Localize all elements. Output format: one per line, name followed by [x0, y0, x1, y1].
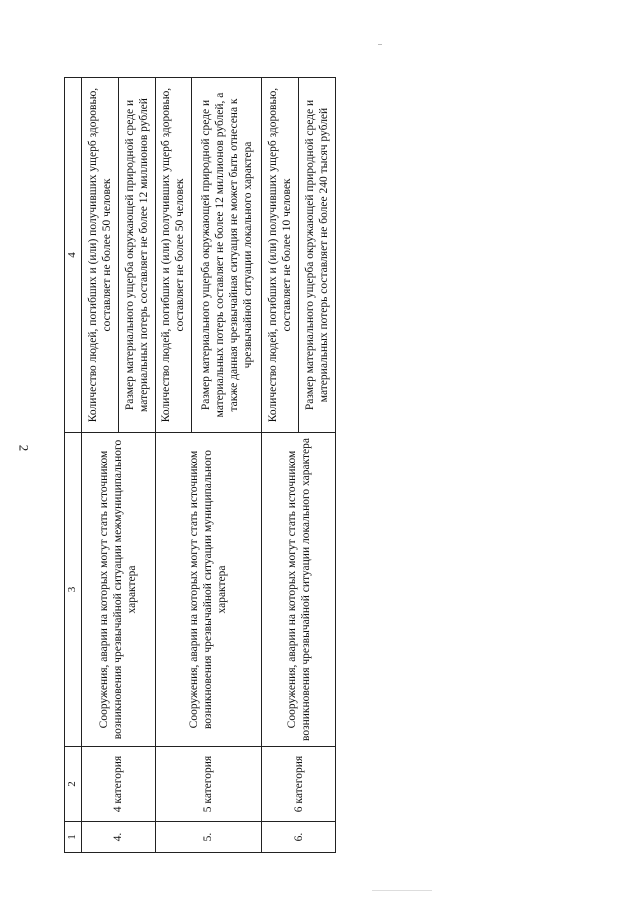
row-criterion-damage: Размер материального ущерба окружающей природной среде и материальных потерь составляет не более 240 тысяч рублей	[299, 78, 336, 433]
table-row	[155, 78, 192, 853]
row-criterion-damage: Размер материального ущерба окружающей природной среде и материальных потерь составляет не более 12 миллионов рублей	[118, 78, 155, 433]
header-cell: 2	[65, 747, 82, 822]
row-criterion-casualties: Количество людей, погибших и (или) получивших ущерб здоровью, составляет не более 50 человек	[82, 78, 119, 433]
category-table	[64, 77, 336, 853]
header-cell: 3	[65, 433, 82, 747]
row-number: 4.	[82, 822, 156, 853]
row-number: 5.	[155, 822, 262, 853]
table-row	[82, 78, 119, 853]
page-number: 2	[16, 444, 32, 452]
row-description: Сооружения, аварии на которых могут стать источником возникновения чрезвычайной ситуации межмуниципального характера	[82, 433, 156, 747]
rotated-table-container	[64, 77, 336, 853]
header-cell: 1	[65, 822, 82, 853]
table-row	[262, 78, 299, 853]
table-header-row	[65, 78, 82, 853]
row-criterion-casualties: Количество людей, погибших и (или) получивших ущерб здоровью, составляет не более 10 человек	[262, 78, 299, 433]
row-category: 4 категория	[82, 747, 156, 822]
row-description: Сооружения, аварии на которых могут стать источником возникновения чрезвычайной ситуации локального характера	[262, 433, 336, 747]
row-number: 6.	[262, 822, 336, 853]
row-category: 6 категория	[262, 747, 336, 822]
header-cell: 4	[65, 78, 82, 433]
scan-artifact	[372, 890, 432, 891]
row-category: 5 категория	[155, 747, 262, 822]
row-description: Сооружения, аварии на которых могут стать источником возникновения чрезвычайной ситуации муниципального характера	[155, 433, 262, 747]
scan-artifact	[378, 44, 382, 45]
row-criterion-casualties: Количество людей, погибших и (или) получивших ущерб здоровью, составляет не более 50 человек	[155, 78, 192, 433]
row-criterion-damage: Размер материального ущерба окружающей природной среде и материальных потерь составляет не более 12 миллионов рублей, а также данная чрезвычайная ситуация не может быть отнесена к чрезвычайной ситуации локального характера	[192, 78, 262, 433]
